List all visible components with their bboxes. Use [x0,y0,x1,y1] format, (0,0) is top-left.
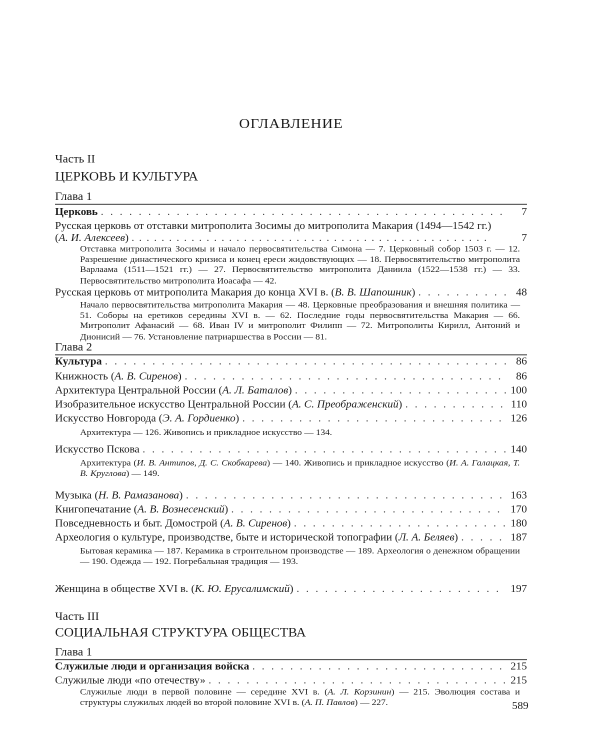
entry-title: Изобразительное искусство Центральной России [55,399,286,411]
entry-subtopics: Архитектура — 126. Живопись и прикладное искусство — 134. [80,428,333,438]
leader-dots [252,661,506,673]
entry-page: 187 [510,532,527,544]
entry-subtopics: Архитектура (И. В. Антипов, Д. С. Скобкарева) — 140. Живопись и прикладное искусство (И. А. Галацкая, Т. В. Круглова) — 149. [80,459,520,479]
part-3-title: СОЦИАЛЬНАЯ СТРУКТУРА ОБЩЕСТВА [55,625,307,640]
part-2-chapter-2-label: Глава 2 [55,340,93,354]
toc-entry-servicemen[interactable] [55,661,527,673]
entry-author: Н. В. Рамазанова [98,489,180,502]
entry-author: А. Л. Баталов [222,385,289,397]
entry-page: 140 [510,444,527,456]
entry-subtopics: Начало первосвятительства митрополита Макария — 48. Церковные преобразования и внешняя политика — 51. Соборы на еретиков середины XVI в. — 62. Последние годы первосвятительства Макария — 66. Митрополит Афанасий — 68. Иван IV и митрополит Филипп — 72. Митрополиты Кирилл, Антоний и Дионисий — 76. Установление патриаршества в России — 81. [80,301,520,342]
entry-title: Искусство Новгорода [55,413,156,425]
toc-entry-church-makariy[interactable]: Русская церковь от митрополита Макария до конца XVI в. (В. В. Шапошник) . . . 48 [55,287,527,299]
toc-entry-music[interactable]: Музыка (Н. В. Рамазанова) . . . 163 [55,490,527,502]
entry-subtopics: Служилые люди в первой половине — середине XVI в. (А. Л. Корзинин) — 215. Эволюция состава и структуры служилых людей во второй половине XVI в. (А. П. Павлов) — 227. [80,688,521,708]
toc-title: ОГЛАВЛЕНИЕ [239,116,343,132]
entry-title: Книжность [55,371,109,383]
entry-author: И. А. Галацкая, Т. В. Круглова [80,459,520,479]
entry-page: 7 [521,232,527,245]
leader-dots [418,287,506,299]
toc-entry-church-1494-1542[interactable]: Русская церковь от отставки митрополита Зосимы до митрополита Макария (1494—1542 гг.) (А. И. Алексеев) . . . . . . . . . . . . . . . . . . . . . . . . . . . . . . . . . . . . . . . . . . . . . . . . 7 [55,220,527,245]
entry-author: А. В. Сиренов [114,371,178,383]
entry-title: Архитектура Центральной России [55,385,216,397]
entry-author: В. В. Шапошник [334,287,412,299]
leader-dots [461,532,506,544]
entry-page: 215 [510,661,527,673]
part-2-chapter-1-label: Глава 1 [55,189,93,203]
entry-title: Археология о культуре, производстве, быте и исторической топографии [55,532,393,544]
entry-author: А. П. Павлов [304,698,355,708]
entry-title: Русская церковь от отставки митрополита Зосимы до митрополита Макария (1494—1542 гг.) [55,220,492,232]
entry-page: 180 [510,517,527,530]
entry-page: 170 [510,503,527,516]
entry-title: Культура [55,356,102,368]
divider [55,204,527,205]
part-2-label: Часть II [55,152,96,166]
entry-title: Церковь [55,206,98,218]
leader-dots [405,399,506,411]
entry-subtopics: Отставка митрополита Зосимы и начало первосвятительства Симона — 7. Церковный собор 1503 г. — 12. Разрешение династического кризиса и конец ереси жидовствующих — 18. Первосвятительство митрополита Варлаама (1511—1521 гг.) — 27. Первосвятительство митрополита Даниила (1522—1538 гг.) — 33. Первосвятительство митрополита Иоасафа — 42. [80,244,520,286]
entry-author: А. В. Сиренов [223,517,288,530]
entry-title: Служилые люди «по отечеству» [55,675,206,687]
entry-page: 7 [521,206,527,218]
page-number: 589 [512,700,529,712]
leader-dots [143,444,507,456]
toc-entry-daily-life[interactable]: Повседневность и быт. Домострой (А. В. Сиренов) . . . 180 [55,518,527,530]
leader-dots [105,356,506,368]
leader-dots [186,490,506,502]
leader-dots [296,583,506,595]
toc-entry-pskov[interactable] [55,444,527,456]
entry-title: Служилые люди и организация войска [55,661,250,673]
entry-page: 126 [510,413,527,425]
toc-entry-servicemen-otechestvo[interactable] [55,675,527,687]
toc-entry-architecture[interactable]: Архитектура Центральной России (А. Л. Баталов) . . . 100 [55,385,527,397]
entry-author: К. Ю. Ерусалимский [194,583,290,595]
leader-dots [295,385,506,397]
entry-page: 86 [516,371,527,383]
entry-page: 215 [510,675,527,687]
entry-author: А. В. Вознесенский [137,503,225,516]
divider [55,354,527,355]
toc-entry-women[interactable]: Женщина в обществе XVI в. (К. Ю. Ерусалимский) . . . 197 [55,583,527,595]
entry-author: Э. А. Гордиенко [162,413,236,425]
entry-title: Повседневность и быт. Домострой [55,517,218,530]
entry-author: А. Л. Корзинин [327,688,392,698]
entry-author: Л. А. Беляев [398,532,455,544]
entry-subtopics: Бытовая керамика — 187. Керамика в строительном производстве — 189. Археология о денежном обращении — 190. Одежда — 192. Погребальная традиция — 193. [80,546,520,567]
part-2-title: ЦЕРКОВЬ И КУЛЬТУРА [55,169,199,184]
entry-page: 86 [516,356,527,368]
leader-dots [208,675,506,687]
leader-dots [101,207,506,219]
entry-title: Музыка [55,489,92,502]
entry-page: 100 [510,385,527,397]
entry-page: 197 [510,583,527,595]
entry-author: А. С. Преображенский [291,399,399,411]
toc-entry-printing[interactable]: Книгопечатание (А. В. Вознесенский) . . . 170 [55,504,527,516]
toc-entry-knizhnost[interactable]: Книжность (А. В. Сиренов) . . . 86 [55,371,527,383]
entry-author: И. В. Антипов, Д. С. Скобкарева [136,459,268,469]
entry-title: Женщина в обществе XVI в. [55,583,189,595]
leader-dots [185,371,506,383]
part-3-label: Часть III [55,609,100,623]
leader-dots [242,413,506,425]
divider [55,659,527,660]
entry-page: 163 [510,489,527,502]
leader-dots [231,504,506,516]
toc-entry-novgorod[interactable]: Искусство Новгорода (Э. А. Гордиенко) . . . 126 [55,413,527,425]
entry-page: 110 [510,399,527,411]
toc-entry-culture[interactable] [55,356,527,368]
entry-title: Искусство Пскова [55,444,140,456]
leader-dots [294,518,506,530]
toc-entry-fine-art[interactable]: Изобразительное искусство Центральной России (А. С. Преображенский) . . . 110 [55,399,527,411]
toc-entry-church[interactable] [55,207,527,219]
entry-title: Книгопечатание [55,503,131,516]
toc-entry-archaeology[interactable]: Археология о культуре, производстве, быте и исторической топографии (Л. А. Беляев) . . . 187 [55,532,527,544]
entry-author: А. И. Алексеев [58,232,126,245]
part-3-chapter-1-label: Глава 1 [55,645,93,659]
entry-title: Русская церковь от митрополита Макария до конца XVI в. [55,287,329,299]
entry-page: 48 [516,287,527,299]
